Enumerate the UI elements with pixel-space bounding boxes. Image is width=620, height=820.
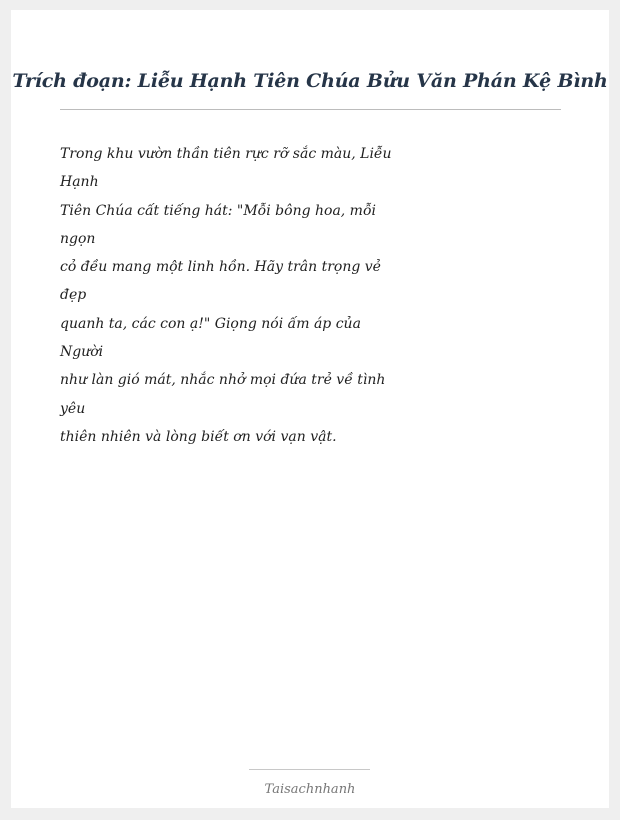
text-line: yêu [60,400,86,417]
text-line: Tiên Chúa cất tiếng hát: "Mỗi bông hoa, mỗi [60,202,377,219]
footer-divider [249,769,370,770]
text-line: cỏ đều mang một linh hồn. Hãy trân trọng vẻ [60,259,381,276]
text-line: như làn gió mát, nhắc nhở mọi đứa trẻ về tình [60,372,386,389]
text-line: Người [60,344,104,361]
text-line: thiên nhiên và lòng biết ơn với vạn vật. [60,428,337,445]
excerpt-body [60,140,392,451]
text-line: Trong khu vườn thần tiên rực rỡ sắc màu, Liễu [60,146,392,162]
document-page [11,10,609,808]
footer-source: Taisachnhanh [264,782,356,797]
text-line: đẹp [60,287,87,304]
text-line: Hạnh [60,174,99,191]
text-line: ngọn [60,230,96,247]
title-divider [60,109,561,110]
text-line: quanh ta, các con ạ!" Giọng nói ấm áp của [60,315,361,332]
document-title: Trích đoạn: Liễu Hạnh Tiên Chúa Bửu Văn Phán Kệ Bình [12,70,608,92]
